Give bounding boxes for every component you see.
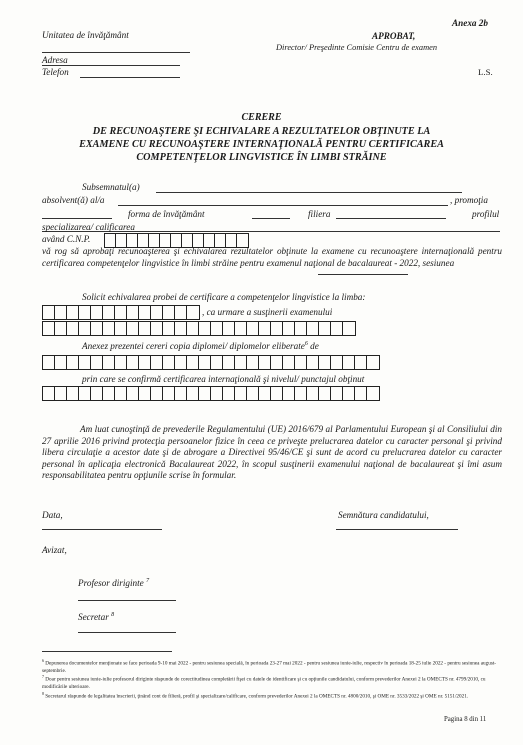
phone-label: Telefon — [42, 67, 69, 77]
field-label: filiera — [308, 209, 331, 219]
solicit-label: Solicit echivalarea probei de certificare a competenţelor lingvistice la limba: — [82, 292, 366, 302]
graduate-line[interactable] — [118, 205, 448, 206]
date-label: Data, — [42, 510, 63, 520]
field-line[interactable] — [336, 218, 446, 219]
teacher-line[interactable] — [78, 600, 176, 601]
phone-line[interactable] — [80, 77, 180, 78]
session-line[interactable] — [318, 274, 408, 275]
footnote-separator — [42, 651, 172, 652]
request-text: vă rog să aprobaţi recunoaşterea şi echivalarea rezultatelor obţinute la examene cu recunoaştere internaţională pentru certificarea competenţelor lingvistice în limbi străine pentru examenul naţional de bacalaureat - 2022, sesiunea — [42, 246, 502, 268]
confirms-label: prin care se confirmă certificarea internaţională şi nivelul/ punctajul obţinut — [82, 374, 365, 384]
teacher-label: Profesor diriginte $^7$ — [78, 578, 150, 589]
title-cerere: CERERE — [241, 112, 282, 123]
candidate-signature-line[interactable] — [336, 529, 458, 530]
endorsed-label: Avizat, — [42, 545, 67, 555]
institution-line[interactable] — [42, 52, 190, 53]
profile-label: profilul — [472, 209, 500, 219]
undersigned-line[interactable] — [156, 192, 462, 193]
form-education-label: forma de învăţământ — [128, 209, 205, 219]
page-number: Pagina 8 din 11 — [444, 716, 487, 723]
language-boxes[interactable] — [42, 305, 200, 320]
cnp-label: având C.N.P. — [42, 234, 91, 244]
address-line[interactable] — [42, 65, 180, 66]
annex-copy-label: Anexez prezentei cereri copia diplomei/ diplomelor eliberate$^6$ de — [82, 341, 319, 352]
level-boxes[interactable] — [42, 386, 380, 401]
candidate-signature-label: Semnătura candidatului, — [338, 510, 429, 520]
footnote-8: $^8$ Secretarul răspunde de legalitatea înscrierii, ţinând cont de filieră, profil şi specializare/calificare, conform prevederilor Anexei 2 la OMECTS nr. 4800/2010, şi OME nr. 3533/2022 şi OME nr. 5151/2021. — [42, 691, 469, 700]
address-label: Adresa — [42, 55, 68, 65]
specialization-label: specializarea/ calificarea — [42, 222, 135, 232]
title-line-2: DE RECUNOAŞTERE ŞI ECHIVALARE A REZULTATELOR OBŢINUTE LA — [92, 126, 431, 137]
title-line-3: EXAMENE CU RECUNOAŞTERE INTERNAŢIONALĂ PENTRU CERTIFICAREA — [79, 139, 444, 150]
approved-label: APROBAT, — [372, 31, 416, 41]
graduate-label: absolvent(ă) al/a — [42, 195, 105, 205]
annex-label: Anexa 2b — [452, 18, 488, 28]
secretary-line[interactable] — [78, 632, 176, 633]
date-line[interactable] — [42, 529, 162, 530]
ls-label: L.S. — [478, 67, 493, 77]
form-education-line[interactable] — [252, 218, 290, 219]
institution-label: Unitatea de învăţământ — [42, 30, 129, 40]
footnote-6: $^6$ Depunerea documentelor menţionate se face perioada 9-10 mai 2022 - pentru sesiunea specială, în perioada 23-27 mai 2022 - pentru sesiunea iunie-iulie, respectiv în perioada 18-25 iulie 2022 - pentru sesiunea august-septembrie. — [42, 658, 497, 674]
following-label: , ca urmare a susţinerii examenului — [202, 307, 333, 317]
promotion-label: , promoţia — [450, 195, 488, 205]
promotion-line[interactable] — [42, 218, 112, 219]
exam-boxes[interactable] — [42, 321, 356, 336]
secretary-label: Secretar $^8$ — [78, 612, 115, 623]
gdpr-text: Am luat cunoştinţă de prevederile Regulamentului (UE) 2016/679 al Parlamentului European şi al Consiliului din 27 aprilie 2016 privind protecţia persoanelor fizice în ceea ce priveşte prelucrarea datelor cu caracter personal şi privind libera circulaţie a acestor date şi de abrogare a Directivei 95/46/CE şi sunt de acord cu prelucrarea datelor cu caracter personal în aplicaţia electronică Bacalaureat 2022, în scopul susţinerii examenului naţional de bacalaureat şi îmi asum responsabilitatea pentru opţiunile scrise în formular. — [42, 424, 502, 481]
title-line-4: COMPETENŢELOR LINGVISTICE ÎN LIMBI STRĂINE — [136, 152, 387, 163]
undersigned-label: Subsemnatul(a) — [82, 182, 140, 192]
issuer-boxes[interactable] — [42, 355, 380, 370]
footnote-7: $^7$ Doar pentru sesiunea iunie-iulie profesorul diriginte răspunde de corectitudinea completării fişei cu datele de identificare şi cu opţiunile candidatului, conform prevederilor Anexei 2 la OMECTS nr. 4799/2010, cu modificările ulterioare. — [42, 674, 486, 690]
director-label: Director/ Preşedinte Comisie Centru de examen — [276, 43, 438, 52]
